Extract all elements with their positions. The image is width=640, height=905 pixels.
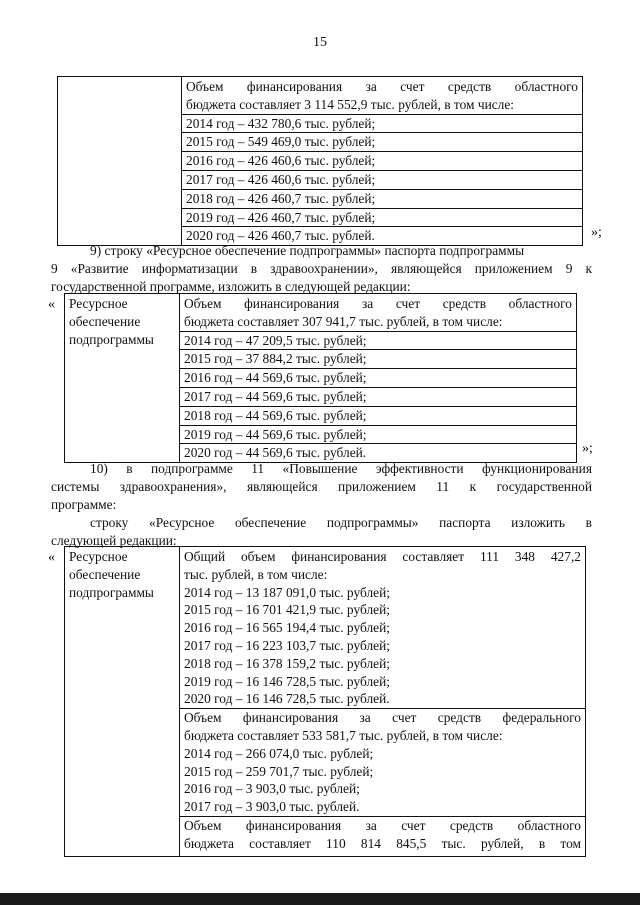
year-line: 2016 год – 44 569,6 тыс. рублей;: [184, 370, 367, 386]
year-line: 2017 год – 44 569,6 тыс. рублей;: [184, 388, 367, 404]
year-line: 2016 год – 426 460,6 тыс. рублей;: [186, 153, 376, 169]
year-line: 2014 год – 432 780,6 тыс. рублей;: [186, 115, 376, 131]
label-cell: [65, 547, 180, 857]
label-line: подпрограммы: [69, 331, 154, 347]
year-line: 2020 год – 44 569,6 тыс. рублей.: [184, 445, 367, 461]
paragraph-text: системы здравоохранения», являющейся приложением 11 к государственной: [51, 479, 592, 494]
paragraph-10-line-4: [90, 514, 592, 532]
year-line: 2016 год – 3 903,0 тыс. рублей;: [184, 781, 360, 797]
label-cell: [65, 294, 180, 463]
paragraph-text: 9 «Развитие информатизации в здравоохранении», являющейся приложением 9 к: [51, 261, 592, 276]
year-line: 2019 год – 44 569,6 тыс. рублей;: [184, 426, 367, 442]
text-line: Общий объем финансирования составляет 111 348 427,2: [184, 549, 581, 564]
text-line: тыс. рублей, в том числе:: [184, 566, 328, 582]
paragraph-text: строку «Ресурсное обеспечение подпрограммы» паспорта изложить в: [90, 515, 592, 530]
resource-table-2: [64, 293, 577, 463]
year-line: 2016 год – 16 565 194,4 тыс. рублей;: [184, 620, 390, 636]
paragraph-9-line-2: [51, 260, 592, 278]
paragraph-10-line-5: следующей редакции:: [51, 533, 177, 548]
closing-quote: »;: [582, 441, 593, 456]
label-line: обеспечение: [69, 313, 141, 329]
year-line: 2018 год – 426 460,7 тыс. рублей;: [186, 190, 376, 206]
resource-table-3: [64, 546, 586, 857]
year-line: 2018 год – 16 378 159,2 тыс. рублей;: [184, 655, 390, 671]
text-line: бюджета составляет 533 581,7 тыс. рублей, в том числе:: [184, 727, 503, 743]
year-line: 2015 год – 549 469,0 тыс. рублей;: [186, 134, 376, 150]
label-line: Ресурсное: [69, 549, 128, 564]
paragraph-10-line-2: [51, 478, 592, 496]
funding-cell: [180, 547, 586, 857]
label-line: подпрограммы: [69, 584, 154, 600]
text-line: бюджета составляет 307 941,7 тыс. рублей, в том числе:: [184, 313, 503, 329]
year-line: 2015 год – 259 701,7 тыс. рублей;: [184, 763, 374, 779]
paragraph-9-line-3: государственной программе, изложить в следующей редакции:: [51, 279, 411, 294]
label-cell: [58, 77, 182, 246]
year-line: 2020 год – 426 460,7 тыс. рублей.: [186, 228, 375, 244]
year-line: 2014 год – 13 187 091,0 тыс. рублей;: [184, 584, 390, 600]
funding-cell: [182, 77, 583, 246]
paragraph-10-line-3: программе:: [51, 497, 117, 512]
year-line: 2015 год – 37 884,2 тыс. рублей;: [184, 351, 367, 367]
text-line: Объем финансирования за счет средств областного: [186, 79, 578, 94]
text-line: бюджета составляет 3 114 552,9 тыс. рублей, в том числе:: [186, 96, 515, 112]
opening-quote: «: [48, 550, 55, 565]
page-number: 15: [313, 35, 327, 50]
year-line: 2018 год – 44 569,6 тыс. рублей;: [184, 407, 367, 423]
opening-quote: «: [48, 297, 55, 312]
year-line: 2019 год – 16 146 728,5 тыс. рублей;: [184, 673, 390, 689]
paragraph-10-line-1: [90, 460, 592, 478]
scan-edge-bar: [0, 893, 640, 905]
text-line: бюджета составляет 110 814 845,5 тыс. рублей, в том: [184, 835, 581, 851]
year-line: 2017 год – 3 903,0 тыс. рублей.: [184, 799, 360, 815]
year-line: 2015 год – 16 701 421,9 тыс. рублей;: [184, 602, 390, 618]
resource-table-1: [57, 76, 583, 246]
year-line: 2014 год – 266 074,0 тыс. рублей;: [184, 745, 374, 761]
closing-quote: »;: [591, 225, 602, 240]
text-line: Объем финансирования за счет средств федерального: [184, 710, 581, 726]
funding-cell: [180, 294, 577, 463]
year-line: 2017 год – 426 460,6 тыс. рублей;: [186, 171, 376, 187]
label-line: Ресурсное: [69, 296, 128, 311]
year-line: 2017 год – 16 223 103,7 тыс. рублей;: [184, 637, 390, 653]
paragraph-text: 10) в подпрограмме 11 «Повышение эффективности функционирования: [90, 461, 592, 476]
year-line: 2014 год – 47 209,5 тыс. рублей;: [184, 332, 367, 348]
text-line: Объем финансирования за счет средств областного: [184, 296, 572, 311]
paragraph-9-line-1: 9) строку «Ресурсное обеспечение подпрограммы» паспорта подпрограммы: [90, 243, 525, 258]
year-line: 2019 год – 426 460,7 тыс. рублей;: [186, 209, 376, 225]
label-line: обеспечение: [69, 566, 141, 582]
text-line: Объем финансирования за счет средств областного: [184, 817, 581, 833]
year-line: 2020 год – 16 146 728,5 тыс. рублей.: [184, 691, 390, 707]
